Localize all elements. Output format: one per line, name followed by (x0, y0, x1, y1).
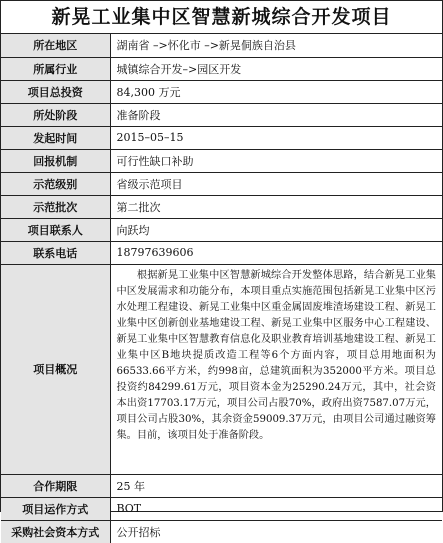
industry-label: 所属行业 (1, 57, 110, 80)
contact-person-label: 项目联系人 (1, 218, 110, 241)
industry-value: 城镇综合开发–>园区开发 (110, 57, 442, 80)
row-return-mechanism (1, 149, 442, 172)
stage-value: 准备阶段 (110, 103, 442, 126)
row-cooperation-term (1, 474, 442, 497)
operation-mode-label: 项目运作方式 (1, 497, 110, 520)
return-mechanism-label: 回报机制 (1, 149, 110, 172)
total-investment-value: 84,300 万元 (110, 80, 442, 103)
total-investment-label: 项目总投资 (1, 80, 110, 103)
contact-person-value: 向跃均 (110, 218, 442, 241)
demo-batch-value: 第二批次 (110, 195, 442, 218)
row-overview (1, 264, 442, 474)
document-title: 新晃工业集中区智慧新城综合开发项目 (1, 1, 442, 34)
row-demo-batch (1, 195, 442, 218)
row-location (1, 34, 442, 57)
demo-level-value: 省级示范项目 (110, 172, 442, 195)
stage-label: 所处阶段 (1, 103, 110, 126)
location-label: 所在地区 (1, 34, 110, 57)
procurement-method-value: 公开招标 (110, 520, 442, 543)
overview-label: 项目概况 (1, 264, 110, 474)
cooperation-term-label: 合作期限 (1, 474, 110, 497)
project-info-table (1, 34, 442, 543)
row-procurement-method (1, 520, 442, 543)
row-phone (1, 241, 442, 264)
operation-mode-value: BOT (110, 497, 442, 520)
phone-label: 联系电话 (1, 241, 110, 264)
row-industry (1, 57, 442, 80)
return-mechanism-value: 可行性缺口补助 (110, 149, 442, 172)
demo-level-label: 示范级别 (1, 172, 110, 195)
row-stage (1, 103, 442, 126)
location-value: 湖南省 –>怀化市 –>新晃侗族自治县 (110, 34, 442, 57)
row-total-investment (1, 80, 442, 103)
row-operation-mode (1, 497, 442, 520)
row-contact-person (1, 218, 442, 241)
overview-text: 根据新晃工业集中区智慧新城综合开发整体思路，结合新晃工业集中区发展需求和功能分布，本项目重点实施范围包括新晃工业集中区污水处理工程建设、新晃工业集中区重金属固废堆渣场建设工程、新晃工业集中区创新创业基地建设工程、新晃工业集中区服务中心工程建设、新晃工业集中区智慧教育信息化及职业教育培训基地建设工程、新晃工业集中区B地块提质改造工程等6个方面内容，项目总用地面积为66533.66平方米，约998亩，总建筑面积为352000平方米。项目总投资约84299.61万元，项目资本金为25290.24万元，其中，社会资本出资17703.17万元，项目公司占股70%，政府出资7587.07万元，项目公司占股30%，其余资金59009.37万元，由项目公司通过融资筹集。目前，该项目处于准备阶段。 (110, 264, 442, 474)
procurement-method-label: 采购社会资本方式 (1, 520, 110, 543)
row-launch-date (1, 126, 442, 149)
row-demo-level (1, 172, 442, 195)
demo-batch-label: 示范批次 (1, 195, 110, 218)
launch-date-value: 2015–05–15 (110, 126, 442, 149)
cooperation-term-value: 25 年 (110, 474, 442, 497)
launch-date-label: 发起时间 (1, 126, 110, 149)
phone-value: 18797639606 (110, 241, 442, 264)
